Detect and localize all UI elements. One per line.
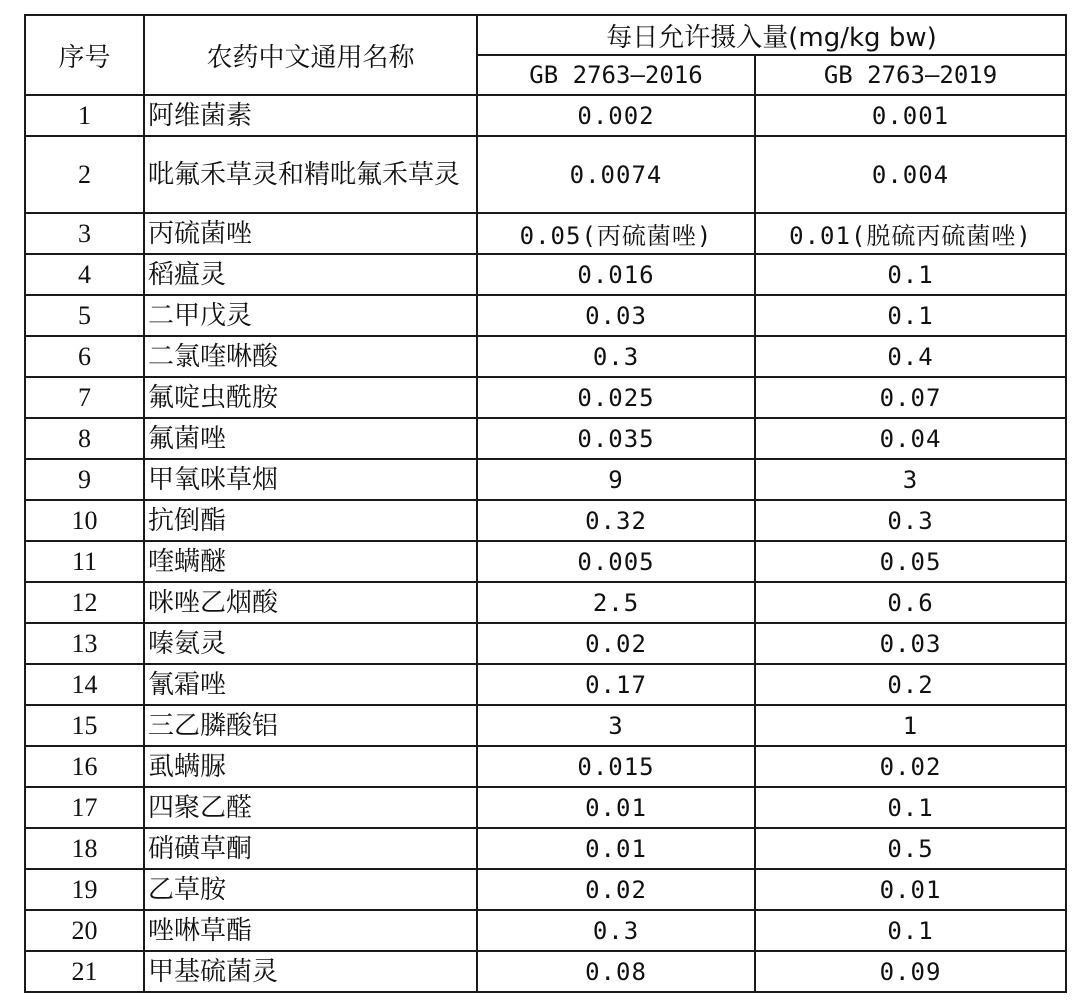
- row-number: 6: [25, 336, 144, 377]
- table-row: [25, 787, 1066, 828]
- table-row: [25, 664, 1066, 705]
- pesticide-name: 甲基硫菌灵: [144, 951, 477, 992]
- table-row: [25, 541, 1066, 582]
- adi-2019-value: 0.04: [755, 418, 1066, 459]
- table-row: [25, 500, 1066, 541]
- row-number: 3: [25, 213, 144, 254]
- pesticide-name: 氰霜唑: [144, 664, 477, 705]
- adi-2016-value: 0.002: [477, 95, 755, 136]
- adi-2019-value: 0.1: [755, 787, 1066, 828]
- table-row: [25, 910, 1066, 951]
- row-number: 18: [25, 828, 144, 869]
- adi-2019-value: 1: [755, 705, 1066, 746]
- header-row-1: [25, 15, 1066, 55]
- pesticide-name: 阿维菌素: [144, 95, 477, 136]
- pesticide-name: 甲氧咪草烟: [144, 459, 477, 500]
- adi-2016-value: 0.05(丙硫菌唑): [477, 213, 755, 254]
- pesticide-name: 二氯喹啉酸: [144, 336, 477, 377]
- adi-2016-value: 2.5: [477, 582, 755, 623]
- adi-2016-value: 0.015: [477, 746, 755, 787]
- row-number: 9: [25, 459, 144, 500]
- adi-2019-value: 0.001: [755, 95, 1066, 136]
- row-number: 15: [25, 705, 144, 746]
- adi-2016-value: 0.32: [477, 500, 755, 541]
- row-number: 7: [25, 377, 144, 418]
- adi-2016-value: 0.025: [477, 377, 755, 418]
- table-row: [25, 459, 1066, 500]
- pesticide-name: 稻瘟灵: [144, 254, 477, 295]
- row-number: 19: [25, 869, 144, 910]
- adi-2019-value: 0.05: [755, 541, 1066, 582]
- table-row: [25, 705, 1066, 746]
- adi-2016-value: 0.01: [477, 828, 755, 869]
- pesticide-name: 三乙膦酸铝: [144, 705, 477, 746]
- table-row: [25, 623, 1066, 664]
- row-number: 21: [25, 951, 144, 992]
- pesticide-name: 乙草胺: [144, 869, 477, 910]
- pesticide-name: 氟菌唑: [144, 418, 477, 459]
- row-number: 8: [25, 418, 144, 459]
- row-number: 14: [25, 664, 144, 705]
- row-number: 5: [25, 295, 144, 336]
- table-row: [25, 828, 1066, 869]
- adi-2019-value: 0.1: [755, 910, 1066, 951]
- pesticide-name: 嗪氨灵: [144, 623, 477, 664]
- adi-2016-value: 0.3: [477, 336, 755, 377]
- adi-2019-value: 0.1: [755, 295, 1066, 336]
- row-number: 4: [25, 254, 144, 295]
- table-row: [25, 213, 1066, 254]
- pesticide-name: 吡氟禾草灵和精吡氟禾草灵: [144, 136, 477, 213]
- adi-2016-value: 0.03: [477, 295, 755, 336]
- header-adi: 每日允许摄入量(mg/kg bw): [477, 15, 1066, 55]
- row-number: 1: [25, 95, 144, 136]
- table-row: [25, 336, 1066, 377]
- row-number: 10: [25, 500, 144, 541]
- row-number: 13: [25, 623, 144, 664]
- table-row: [25, 746, 1066, 787]
- adi-2019-value: 0.4: [755, 336, 1066, 377]
- adi-2019-value: 0.03: [755, 623, 1066, 664]
- pesticide-name: 硝磺草酮: [144, 828, 477, 869]
- pesticide-name: 四聚乙醛: [144, 787, 477, 828]
- header-gb-2019: GB 2763—2019: [755, 55, 1066, 95]
- adi-2019-value: 0.3: [755, 500, 1066, 541]
- adi-2016-value: 0.17: [477, 664, 755, 705]
- adi-2019-value: 0.07: [755, 377, 1066, 418]
- pesticide-name: 丙硫菌唑: [144, 213, 477, 254]
- adi-2019-value: 0.02: [755, 746, 1066, 787]
- table-row: [25, 951, 1066, 992]
- row-number: 17: [25, 787, 144, 828]
- adi-2016-value: 0.3: [477, 910, 755, 951]
- pesticide-name: 二甲戊灵: [144, 295, 477, 336]
- pesticide-name: 唑啉草酯: [144, 910, 477, 951]
- table-body: [25, 95, 1066, 992]
- row-number: 12: [25, 582, 144, 623]
- table-row: [25, 418, 1066, 459]
- pesticide-name: 氟啶虫酰胺: [144, 377, 477, 418]
- table-row: [25, 295, 1066, 336]
- adi-2016-value: 0.02: [477, 869, 755, 910]
- pesticide-name: 抗倒酯: [144, 500, 477, 541]
- adi-2019-value: 0.6: [755, 582, 1066, 623]
- adi-comparison-table: [24, 14, 1067, 993]
- adi-2019-value: 0.09: [755, 951, 1066, 992]
- adi-2016-value: 0.016: [477, 254, 755, 295]
- row-number: 11: [25, 541, 144, 582]
- adi-2016-value: 0.08: [477, 951, 755, 992]
- adi-2019-value: 0.5: [755, 828, 1066, 869]
- row-number: 2: [25, 136, 144, 213]
- pesticide-name: 咪唑乙烟酸: [144, 582, 477, 623]
- adi-2019-value: 3: [755, 459, 1066, 500]
- header-gb-2016: GB 2763—2016: [477, 55, 755, 95]
- table-row: [25, 377, 1066, 418]
- adi-2019-value: 0.01(脱硫丙硫菌唑): [755, 213, 1066, 254]
- adi-2016-value: 3: [477, 705, 755, 746]
- adi-2019-value: 0.01: [755, 869, 1066, 910]
- row-number: 20: [25, 910, 144, 951]
- row-number: 16: [25, 746, 144, 787]
- adi-2016-value: 9: [477, 459, 755, 500]
- adi-2016-value: 0.02: [477, 623, 755, 664]
- table-row: [25, 95, 1066, 136]
- pesticide-name: 喹螨醚: [144, 541, 477, 582]
- header-no: 序号: [25, 15, 144, 95]
- table-row: [25, 136, 1066, 213]
- adi-2019-value: 0.004: [755, 136, 1066, 213]
- pesticide-name: 虱螨脲: [144, 746, 477, 787]
- table-row: [25, 869, 1066, 910]
- adi-2019-value: 0.2: [755, 664, 1066, 705]
- adi-2016-value: 0.035: [477, 418, 755, 459]
- adi-2016-value: 0.01: [477, 787, 755, 828]
- adi-2016-value: 0.0074: [477, 136, 755, 213]
- header-pesticide-name: 农药中文通用名称: [144, 15, 477, 95]
- adi-2016-value: 0.005: [477, 541, 755, 582]
- table-row: [25, 254, 1066, 295]
- table-row: [25, 582, 1066, 623]
- adi-2019-value: 0.1: [755, 254, 1066, 295]
